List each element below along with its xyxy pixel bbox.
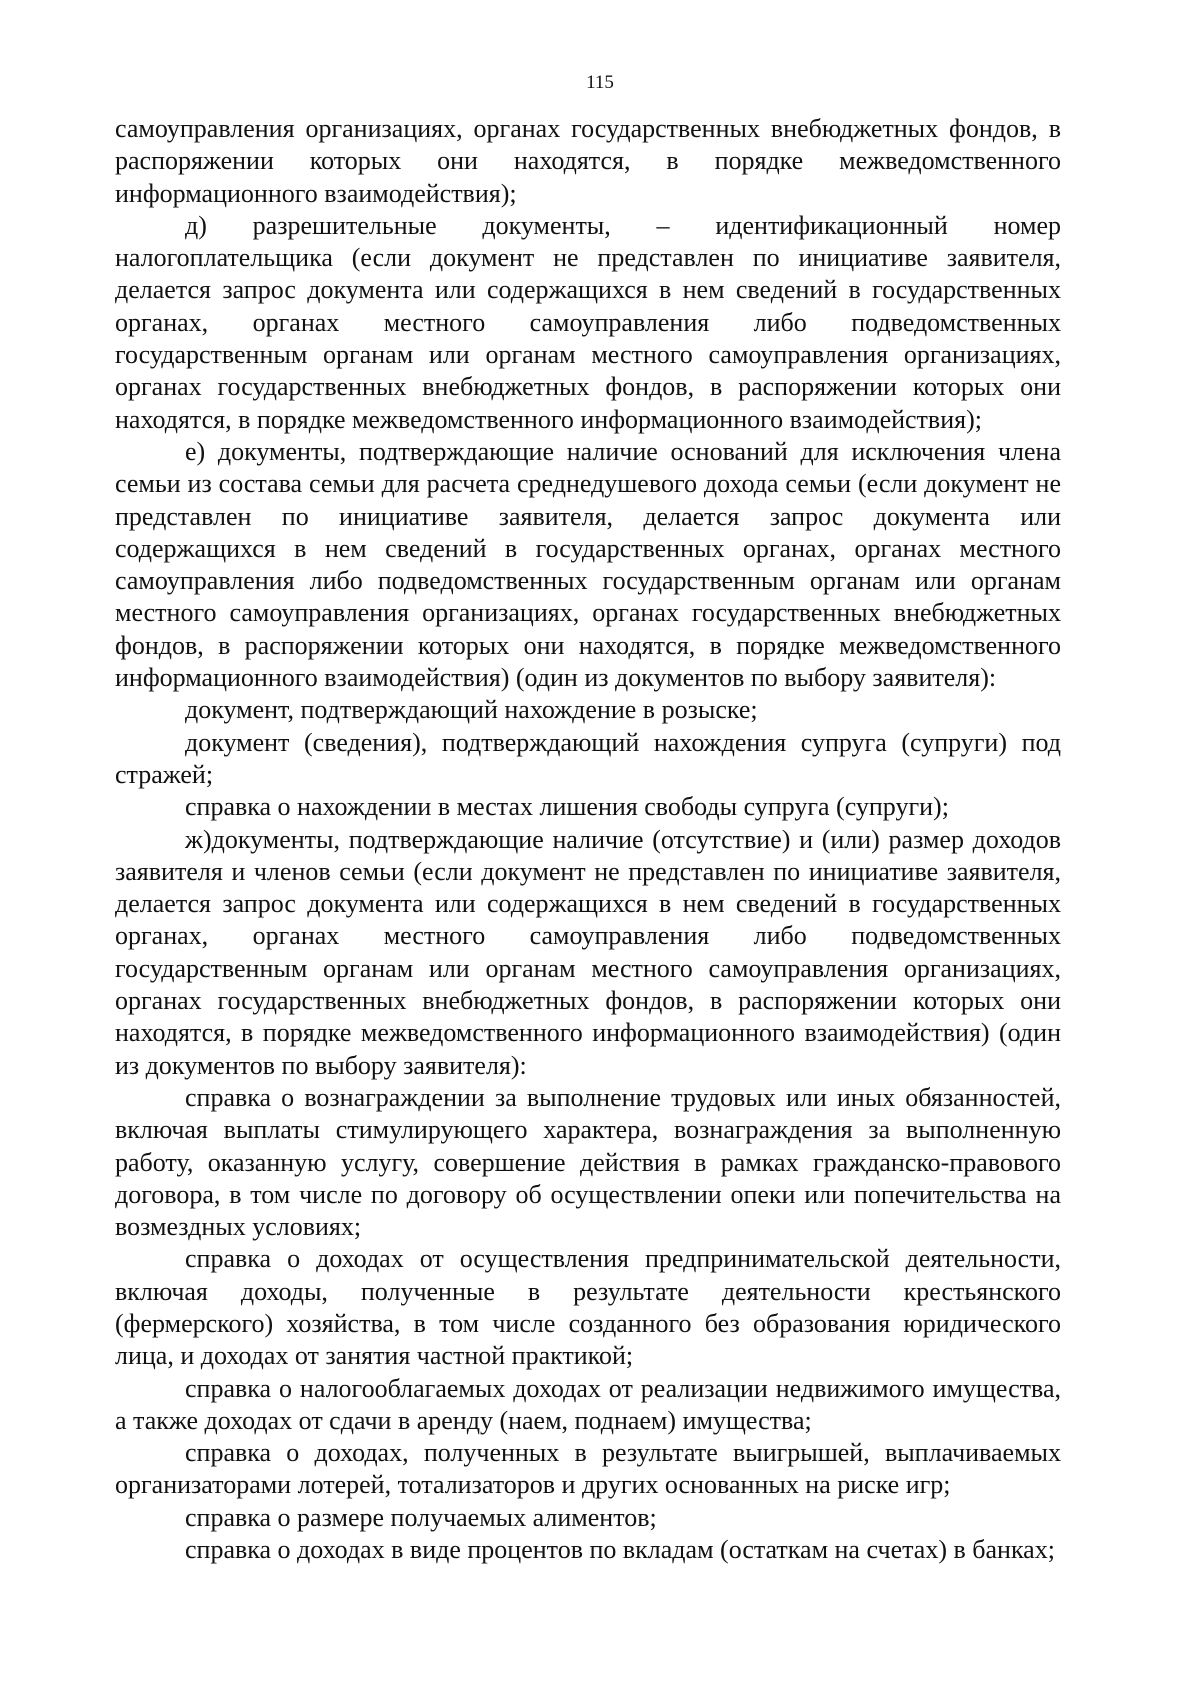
paragraph-subitem: справка о вознаграждении за выполнение трудовых или иных обязанностей, включая выплаты стимулирующего характера, вознаграждения за выполненную работу, оказанную услугу, совершение действия в рамках гражданско-правового договора, в том числе по договору об осуществлении опеки или попечительства на возмездных условиях; [115,1082,1061,1242]
paragraph-subitem: справка о доходах, полученных в результате выигрышей, выплачиваемых организаторами лотерей, тотализаторов и других основанных на риске игр; [115,1438,1061,1500]
paragraph-subitem: справка о доходах от осуществления предпринимательской деятельности, включая доходы, полученные в результате деятельности крестьянского (фермерского) хозяйства, в том числе созданного без образования юридического лица, и доходах от занятия частной практикой; [115,1244,1061,1371]
paragraph-item-zh: ж)документы, подтверждающие наличие (отсутствие) и (или) размер доходов заявителя и членов семьи (если документ не представлен по инициативе заявителя, делается запрос документа или содержащихся в нем сведений в государственных органах, органах местного самоуправления либо подведомственных государственным органам или органам местного самоуправления организациях, органах государственных внебюджетных фондов, в распоряжении которых они находятся, в порядке межведомственного информационного взаимодействия) (один из документов по выбору заявителя): [115,824,1061,1080]
paragraph-subitem: справка о налогооблагаемых доходах от реализации недвижимого имущества, а также доходах от сдачи в аренду (наем, поднаем) имущества; [115,1373,1061,1435]
paragraph-item-e: е) документы, подтверждающие наличие оснований для исключения члена семьи из состава семьи для расчета среднедушевого дохода семьи (если документ не представлен по инициативе заявителя, делается запрос документа или содержащихся в нем сведений в государственных органах, органах местного самоуправления либо подведомственных государственным органам или органам местного самоуправления организациях, органах государственных внебюджетных фондов, в распоряжении которых они находятся, в порядке межведомственного информационного взаимодействия) (один из документов по выбору заявителя): [115,436,1061,693]
paragraph-continuation: самоуправления организациях, органах государственных внебюджетных фондов, в распоряжении которых они находятся, в порядке межведомственного информационного взаимодействия); [115,114,1061,208]
paragraph-subitem: справка о нахождении в местах лишения свободы супруга (супруги); [185,792,949,822]
page-number: 115 [586,72,614,93]
paragraph-item-d: д) разрешительные документы, – идентификационный номер налогоплательщика (если документ не представлен по инициативе заявителя, делается запрос документа или содержащихся в нем сведений в государственных органах, органах местного самоуправления либо подведомственных государственным органам или органам местного самоуправления организациях, органах государственных внебюджетных фондов, в распоряжении которых они находятся, в порядке межведомственного информационного взаимодействия); [115,210,1061,434]
paragraph-subitem: документ (сведения), подтверждающий нахождения супруга (супруги) под стражей; [115,727,1061,789]
paragraph-subitem: документ, подтверждающий нахождение в розыске; [185,695,758,725]
paragraph-subitem: справка о доходах в виде процентов по вкладам (остаткам на счетах) в банках; [185,1535,1055,1565]
document-body [115,113,1061,1566]
paragraph-subitem: справка о размере получаемых алиментов; [185,1502,657,1532]
